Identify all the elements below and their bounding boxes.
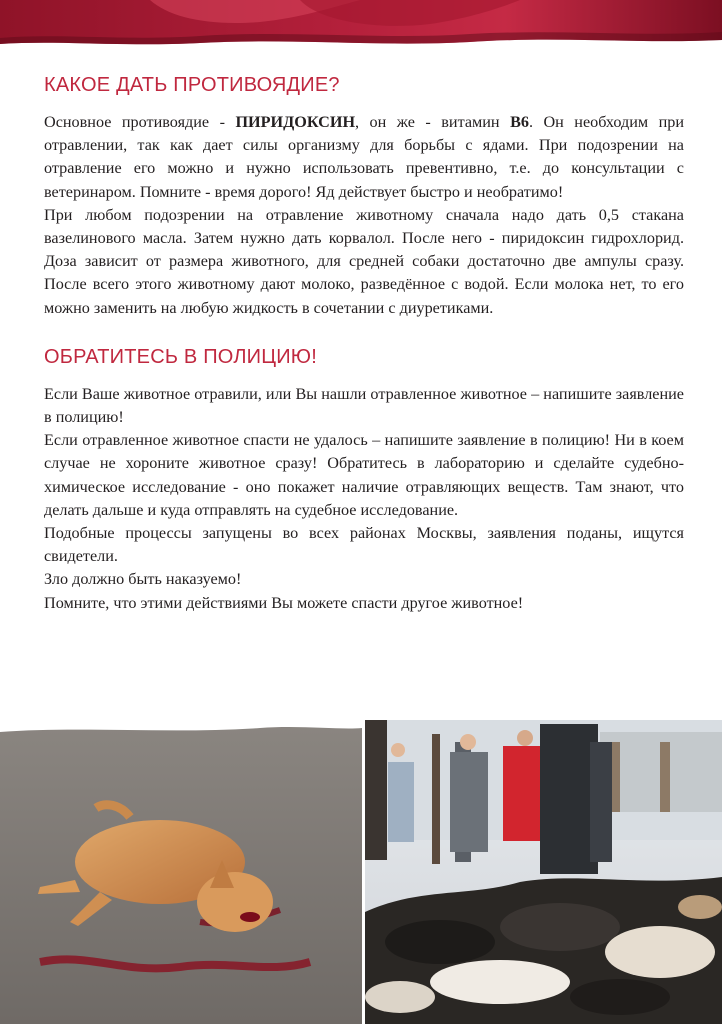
heading-antidote: КАКОЕ ДАТЬ ПРОТИВОЯДИЕ? (44, 74, 340, 96)
antidote-section (44, 111, 684, 320)
text-run: Основное противоядие - (44, 113, 236, 131)
red-dog-photo-strip (0, 0, 722, 48)
heading-police: ОБРАТИТЕСЬ В ПОЛИЦИЮ! (44, 345, 317, 368)
antidote-paragraph-1 (44, 111, 684, 204)
police-paragraph-2: Если отравленное животное спасти не удалось – напишите заявление в полицию! Ни в коем случае не хороните животное сразу! Обратитесь в лабораторию и сделайте судебно-химическое исследование - оно покажет наличие отравляющих веществ. Там знают, что делать дальше и куда отправлять на судебное исследование. (44, 431, 684, 519)
text-run: , он же - витамин (355, 113, 511, 131)
snow-yard-photo (365, 720, 722, 1024)
vitamin-b6-term: B6 (510, 113, 529, 131)
text-run: . Он необходим при отравлении, так как дает силы организму для борьбы с ядами. При подозрении на отравление его можно и нужно использовать превентивно, т.е. до консультации с ветеринаром. Помните - время дорого! Яд действует быстро и необратимо! (44, 113, 684, 201)
dog-on-road-photo (0, 727, 362, 1024)
police-paragraph-1: Если Ваше животное отравили, или Вы нашли отравленное животное – напишите заявление в полицию! (44, 384, 684, 427)
police-paragraph-5: Помните, что этими действиями Вы можете спасти другое животное! (44, 593, 524, 612)
bottom-photos (0, 712, 722, 1024)
article-body (44, 62, 684, 615)
photos-illustration (0, 712, 722, 1024)
police-paragraph-4: Зло должно быть наказуемо! (44, 570, 242, 589)
pyridoxine-term: ПИРИДОКСИН (235, 113, 356, 131)
police-paragraph-3: Подобные процессы запущены во всех районах Москвы, заявления поданы, ищутся свидетели. (44, 524, 684, 566)
antidote-paragraph-2: При любом подозрении на отравление животному сначала надо дать 0,5 стакана вазелинового масла. Затем нужно дать корвалол. После него - пиридоксин гидрохлорид. Доза зависит от размера животного, для средней собаки достаточно две ампулы сразу. После всего этого животному дают молоко, разведённое с водой. Если молока нет, то его можно заменить на любую жидкость в сочетании с диуретиками. (44, 205, 684, 317)
top-banner-photo (0, 0, 722, 48)
police-section (44, 383, 684, 615)
